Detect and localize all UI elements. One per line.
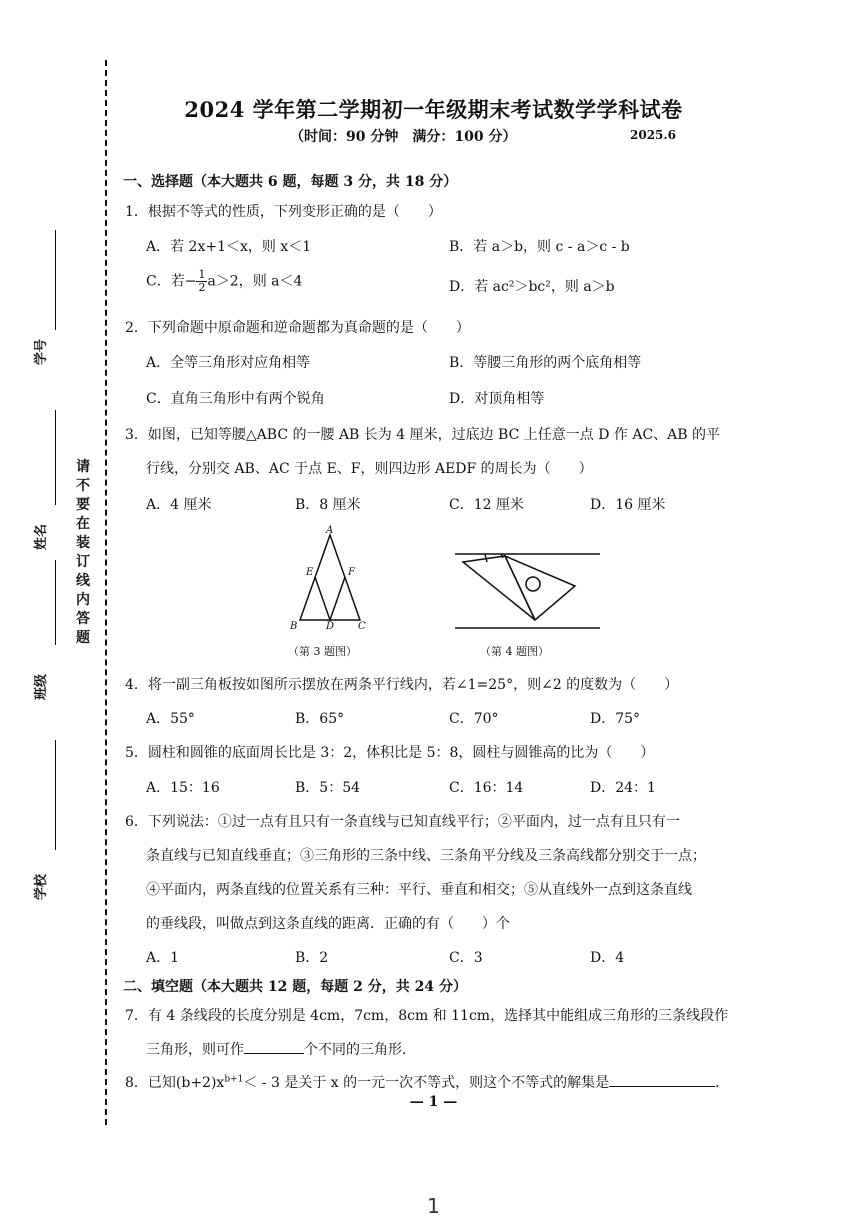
q6-stem-line3: ④平面内，两条直线的位置关系有三种：平行、垂直和相交；⑤从直线外一点到这条直线 [146, 882, 692, 898]
q4-option-d[interactable]: D．75° [590, 711, 641, 727]
q3-option-a[interactable]: A．4 厘米 [146, 497, 212, 513]
exam-title: 2024 学年第二学期初一年级期末考试数学学科试卷 [184, 97, 683, 122]
q3-stem-line1: 3．如图，已知等腰△ABC 的一腰 AB 长为 4 厘米，过底边 BC 上任意一点 D 作 AC、AB 的平 [125, 427, 721, 443]
student-id-label: 学号 [34, 338, 49, 365]
figure-3-caption: （第 3 题图） [288, 645, 357, 658]
q8-answer-blank[interactable] [609, 1072, 715, 1087]
section2-heading: 二、填空题（本大题共 12 题，每题 2 分，共 24 分） [123, 979, 467, 995]
q2-option-b[interactable]: B．等腰三角形的两个底角相等 [449, 355, 642, 371]
q6-option-c[interactable]: C．3 [449, 950, 483, 966]
q3-option-c[interactable]: C．12 厘米 [449, 497, 524, 513]
q1-option-d[interactable]: D．若 ac²＞bc²，则 a＞b [449, 279, 615, 295]
q7-answer-blank[interactable] [244, 1039, 304, 1054]
name-field[interactable] [55, 410, 56, 505]
q1-stem: 1．根据不等式的性质，下列变形正确的是（ ） [125, 204, 442, 220]
figure-4-set-squares [455, 548, 605, 632]
fraction: $\frac{1}{2}$ [198, 268, 206, 294]
label-D: D [326, 621, 335, 632]
binding-dashed-line [105, 60, 107, 1125]
q1-option-c[interactable]: C．若− $\frac{1}{2}$ a＞2，则 a＜4 [146, 268, 303, 294]
q3-option-d[interactable]: D．16 厘米 [590, 497, 666, 513]
exam-date: 2025.6 [630, 128, 676, 142]
q5-option-b[interactable]: B．5：54 [295, 780, 361, 796]
q4-stem: 4．将一副三角板按如图所示摆放在两条平行线内，若∠1=25°，则∠2 的度数为（ ） [125, 677, 679, 693]
figure-4-caption: （第 4 题图） [480, 645, 549, 658]
q5-option-a[interactable]: A．15：16 [146, 780, 220, 796]
exam-subtitle: （时间：90 分钟 满分：100 分） [290, 129, 517, 145]
q1-option-b[interactable]: B．若 a＞b，则 c - a＞c - b [449, 239, 630, 255]
q6-option-d[interactable]: D．4 [590, 950, 625, 966]
label-C: C [358, 621, 366, 632]
q7-stem-line2: 三角形，则可作 个不同的三角形． [146, 1039, 416, 1059]
label-F: F [348, 567, 355, 578]
name-label: 姓名 [34, 523, 49, 550]
q3-stem-line2: 行线，分别交 AB、AC 于点 E、F，则四边形 AEDF 的周长为（ ） [146, 461, 593, 477]
q5-option-d[interactable]: D．24：1 [590, 780, 656, 796]
q2-option-a[interactable]: A．全等三角形对应角相等 [146, 355, 311, 371]
label-B: B [290, 621, 298, 632]
page-number: 1 [427, 1194, 440, 1218]
q6-stem-line1: 6．下列说法：①过一点有且只有一条直线与已知直线平行；②平面内，过一点有且只有一 [125, 814, 680, 830]
q3-option-b[interactable]: B．8 厘米 [295, 497, 361, 513]
q5-option-c[interactable]: C．16：14 [449, 780, 524, 796]
figure-3-triangle [285, 525, 375, 633]
q6-option-a[interactable]: A．1 [146, 950, 180, 966]
q4-option-b[interactable]: B．65° [295, 711, 345, 727]
label-E: E [306, 567, 314, 578]
q6-stem-line4: 的垂线段，叫做点到这条直线的距离．正确的有（ ）个 [146, 916, 510, 932]
section1-heading: 一、选择题（本大题共 6 题，每题 3 分，共 18 分） [123, 174, 458, 190]
school-label: 学校 [34, 873, 49, 900]
q2-option-d[interactable]: D．对顶角相等 [449, 391, 545, 407]
class-field[interactable] [55, 560, 56, 645]
q2-option-c[interactable]: C．直角三角形中有两个锐角 [146, 391, 325, 407]
label-A: A [326, 525, 334, 536]
class-label: 班级 [34, 673, 49, 700]
q8-stem: 8．已知$(b+2)x^{b+1}< - 3$ 是关于 x 的一元一次不等式，则这个不等式的解集是 ． [125, 1072, 729, 1092]
q4-option-c[interactable]: C．70° [449, 711, 499, 727]
q6-option-b[interactable]: B．2 [295, 950, 329, 966]
school-field[interactable] [55, 740, 56, 850]
binding-notice: 请 不 要 在 装 订 线 内 答 题 [76, 459, 90, 646]
q4-option-a[interactable]: A．55° [146, 711, 195, 727]
q2-stem: 2．下列命题中原命题和逆命题都为真命题的是（ ） [125, 320, 470, 336]
q1-option-a[interactable]: A．若 2x+1＜x，则 x＜1 [146, 239, 312, 255]
q7-stem-line1: 7．有 4 条线段的长度分别是 4cm，7cm，8cm 和 11cm，选择其中能组成三角形的三条线段作 [125, 1008, 729, 1024]
page-mark: — 1 — [409, 1094, 458, 1110]
q6-stem-line2: 条直线与已知直线垂直；③三角形的三条中线、三条角平分线及三条高线都分别交于一点； [146, 848, 706, 864]
student-id-field[interactable] [55, 230, 56, 330]
q5-stem: 5．圆柱和圆锥的底面周长比是 3：2，体积比是 5：8，圆柱与圆锥高的比为（ ） [125, 745, 655, 761]
